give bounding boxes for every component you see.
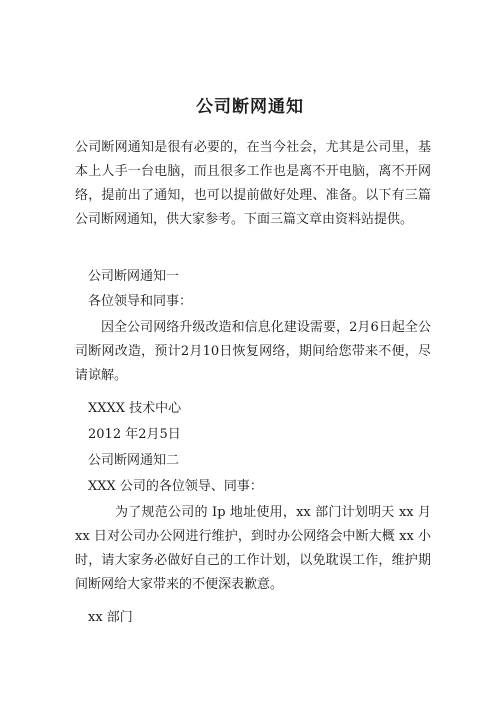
notice2-greeting: XXX 公司的各位领导、同事： [88,479,263,494]
notice2-heading: 公司断网通知二 [88,453,180,468]
notice1-signature: XXXX 技术中心 [88,401,182,416]
notice2-body: 为了规范公司的 Ip 地址使用，xx 部门计划明天 xx 月 xx 日对公司办公网进行维护，到时办公网络会中断大概 xx 小时，请大家务必做好自己的工作计划，以免耽误工作，维护期间断网给大家带来的不便深表歉意。 [75,505,431,592]
notice1-body: 因全公司网络升级改造和信息化建设需要，2月6日起全公司断网改造，预计2月10日恢复网络，期间给您带来不便，尽请谅解。 [75,320,431,383]
page-title: 公司断网通知 [196,97,304,117]
notice1-greeting: 各位领导和同事： [88,294,193,309]
notice1-heading: 公司断网通知一 [88,269,180,284]
intro-paragraph: 公司断网通知是很有必要的，在当今社会，尤其是公司里，基本上人手一台电脑，而且很多工作也是离不开电脑，离不开网络，提前出了通知，也可以提前做好处理、准备。以下有三篇公司断网通知，供大家参考。下面三篇文章由资料站提供。 [75,140,431,227]
notice2-signature: xx 部门 [88,610,133,625]
notice1-date: 2012 年2月5日 [88,427,181,442]
